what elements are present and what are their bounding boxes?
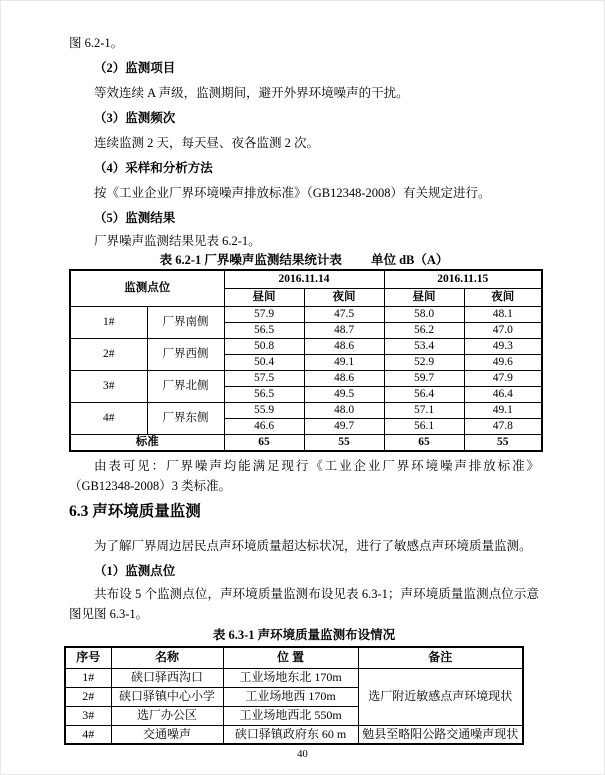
table1-header-period: 夜间 bbox=[304, 288, 384, 306]
table1-value: 58.0 bbox=[384, 306, 464, 322]
factory-boundary-noise-table bbox=[69, 269, 543, 452]
conclusion-line-2: （GB12348-2008）3 类标准。 bbox=[69, 479, 232, 493]
table1-value: 55.9 bbox=[224, 402, 304, 418]
table2-point-position: 工业场地东北 170m bbox=[223, 668, 358, 687]
paragraph-section-intro: 为了解厂界周边居民点声环境质量超达标状况，进行了敏感点声环境质量监测。 bbox=[94, 539, 532, 553]
table2-header-remark: 备注 bbox=[358, 647, 523, 668]
points-line-1: 共布设 5 个监测点位，声环境质量监测布设见表 6.3-1；声环境质量监测点位示意 bbox=[94, 587, 539, 601]
table-row bbox=[65, 725, 523, 744]
item-heading-monitor-results: （5）监测结果 bbox=[94, 211, 176, 225]
table2-point-id: 3# bbox=[65, 706, 111, 725]
table1-value: 47.5 bbox=[304, 306, 384, 322]
table2-header-position: 位 置 bbox=[223, 647, 358, 668]
table2-point-id: 2# bbox=[65, 687, 111, 706]
table1-point-id: 2# bbox=[70, 338, 147, 370]
table1-value: 49.1 bbox=[464, 402, 542, 418]
table1-value: 56.5 bbox=[224, 322, 304, 338]
table1-header-period: 昼间 bbox=[224, 288, 304, 306]
table1-value: 49.6 bbox=[464, 354, 542, 370]
figure-reference: 图 6.2-1。 bbox=[69, 36, 124, 50]
table1-value: 47.9 bbox=[464, 370, 542, 386]
points-line-2: 图见图 6.3-1。 bbox=[69, 607, 149, 621]
page-number: 40 bbox=[297, 749, 308, 760]
item-heading-sampling-method: （4）采样和分析方法 bbox=[94, 161, 213, 175]
table2-point-position: 工业场地西 170m bbox=[223, 687, 358, 706]
table1-point-id: 4# bbox=[70, 402, 147, 434]
table1-standard-label: 标准 bbox=[70, 434, 224, 451]
table1-value: 50.8 bbox=[224, 338, 304, 354]
paragraph-monitor-items: 等效连续 A 声级，监测期间，避开外界环境噪声的干扰。 bbox=[94, 86, 409, 100]
conclusion-line-1: 由表可见：厂界噪声均能满足现行《工业企业厂界环境噪声排放标准》 bbox=[94, 459, 539, 473]
table2-remark-traffic: 勉县至略阳公路交通噪声现状 bbox=[358, 725, 523, 744]
table1-value: 48.1 bbox=[464, 306, 542, 322]
table1-value: 49.7 bbox=[304, 418, 384, 434]
table2-point-name: 交通噪声 bbox=[111, 725, 223, 744]
table2-point-name: 硖口驿镇中心小学 bbox=[111, 687, 223, 706]
item-heading-monitor-items: （2）监测项目 bbox=[94, 61, 176, 75]
table1-header-row-1 bbox=[70, 270, 542, 288]
table1-header-point-label: 监测点位 bbox=[70, 270, 224, 306]
table1-value: 48.0 bbox=[304, 402, 384, 418]
paragraph-monitor-results: 厂界噪声监测结果见表 6.2-1。 bbox=[94, 234, 261, 248]
table1-standard-row bbox=[70, 434, 542, 451]
table1-value: 50.4 bbox=[224, 354, 304, 370]
table1-value: 56.2 bbox=[384, 322, 464, 338]
table1-standard-value: 65 bbox=[224, 434, 304, 451]
table1-header-period: 昼间 bbox=[384, 288, 464, 306]
table1-standard-value: 65 bbox=[384, 434, 464, 451]
table1-value: 49.1 bbox=[304, 354, 384, 370]
table2-header-row bbox=[65, 647, 523, 668]
table2-point-name: 硖口驿西沟口 bbox=[111, 668, 223, 687]
page-content bbox=[69, 31, 539, 745]
table2-point-name: 选厂办公区 bbox=[111, 706, 223, 725]
table-row bbox=[65, 668, 523, 687]
table1-caption bbox=[69, 251, 539, 269]
table1-header-date-1: 2016.11.14 bbox=[224, 270, 384, 288]
item-heading-monitor-points: （1）监测点位 bbox=[94, 564, 176, 578]
table1-value: 48.7 bbox=[304, 322, 384, 338]
table1-value: 57.1 bbox=[384, 402, 464, 418]
table1-point-id: 1# bbox=[70, 306, 147, 338]
table-row bbox=[70, 306, 542, 322]
paragraph-sampling-method: 按《工业企业厂界环境噪声排放标准》（GB12348-2008）有关规定进行。 bbox=[94, 186, 491, 200]
table2-point-position: 工业场地西北 550m bbox=[223, 706, 358, 725]
table2-point-id: 1# bbox=[65, 668, 111, 687]
table2-point-id: 4# bbox=[65, 725, 111, 744]
table1-value: 49.5 bbox=[304, 386, 384, 402]
table-row bbox=[70, 370, 542, 386]
table1-value: 56.5 bbox=[224, 386, 304, 402]
table1-value: 48.6 bbox=[304, 338, 384, 354]
table2-caption: 表 6.3-1 声环境质量监测布设情况 bbox=[212, 628, 396, 642]
table-row bbox=[70, 402, 542, 418]
table1-caption-text: 表 6.2-1 厂界噪声监测结果统计表 bbox=[159, 253, 342, 267]
section-heading-6-3: 6.3 声环境质量监测 bbox=[69, 503, 201, 520]
table2-header-index: 序号 bbox=[65, 647, 111, 668]
table2-remark-merged: 选厂附近敏感点声环境现状 bbox=[358, 668, 523, 725]
table1-point-side: 厂界南侧 bbox=[147, 306, 224, 338]
table1-point-side: 厂界东侧 bbox=[147, 402, 224, 434]
table1-value: 46.4 bbox=[464, 386, 542, 402]
table1-point-id: 3# bbox=[70, 370, 147, 402]
table1-value: 47.8 bbox=[464, 418, 542, 434]
table1-standard-value: 55 bbox=[304, 434, 384, 451]
table1-value: 47.0 bbox=[464, 322, 542, 338]
table1-value: 57.9 bbox=[224, 306, 304, 322]
noise-monitoring-layout-table bbox=[64, 646, 524, 745]
table1-caption-unit: 单位 dB（A） bbox=[370, 253, 449, 267]
table2-header-name: 名称 bbox=[111, 647, 223, 668]
paragraph-monitor-frequency: 连续监测 2 天，每天昼、夜各监测 2 次。 bbox=[94, 136, 320, 150]
table1-value: 52.9 bbox=[384, 354, 464, 370]
table-row bbox=[70, 338, 542, 354]
table1-value: 56.4 bbox=[384, 386, 464, 402]
table1-point-side: 厂界西侧 bbox=[147, 338, 224, 370]
table1-standard-value: 55 bbox=[464, 434, 542, 451]
table1-value: 56.1 bbox=[384, 418, 464, 434]
table1-header-period: 夜间 bbox=[464, 288, 542, 306]
table1-value: 49.3 bbox=[464, 338, 542, 354]
item-heading-monitor-frequency: （3）监测频次 bbox=[94, 111, 176, 125]
table1-value: 53.4 bbox=[384, 338, 464, 354]
table1-value: 57.5 bbox=[224, 370, 304, 386]
table1-value: 48.6 bbox=[304, 370, 384, 386]
table1-value: 46.6 bbox=[224, 418, 304, 434]
table1-header-date-2: 2016.11.15 bbox=[384, 270, 542, 288]
table1-point-side: 厂界北侧 bbox=[147, 370, 224, 402]
table2-point-position: 硖口驿镇政府东 60 m bbox=[223, 725, 358, 744]
table1-value: 59.7 bbox=[384, 370, 464, 386]
